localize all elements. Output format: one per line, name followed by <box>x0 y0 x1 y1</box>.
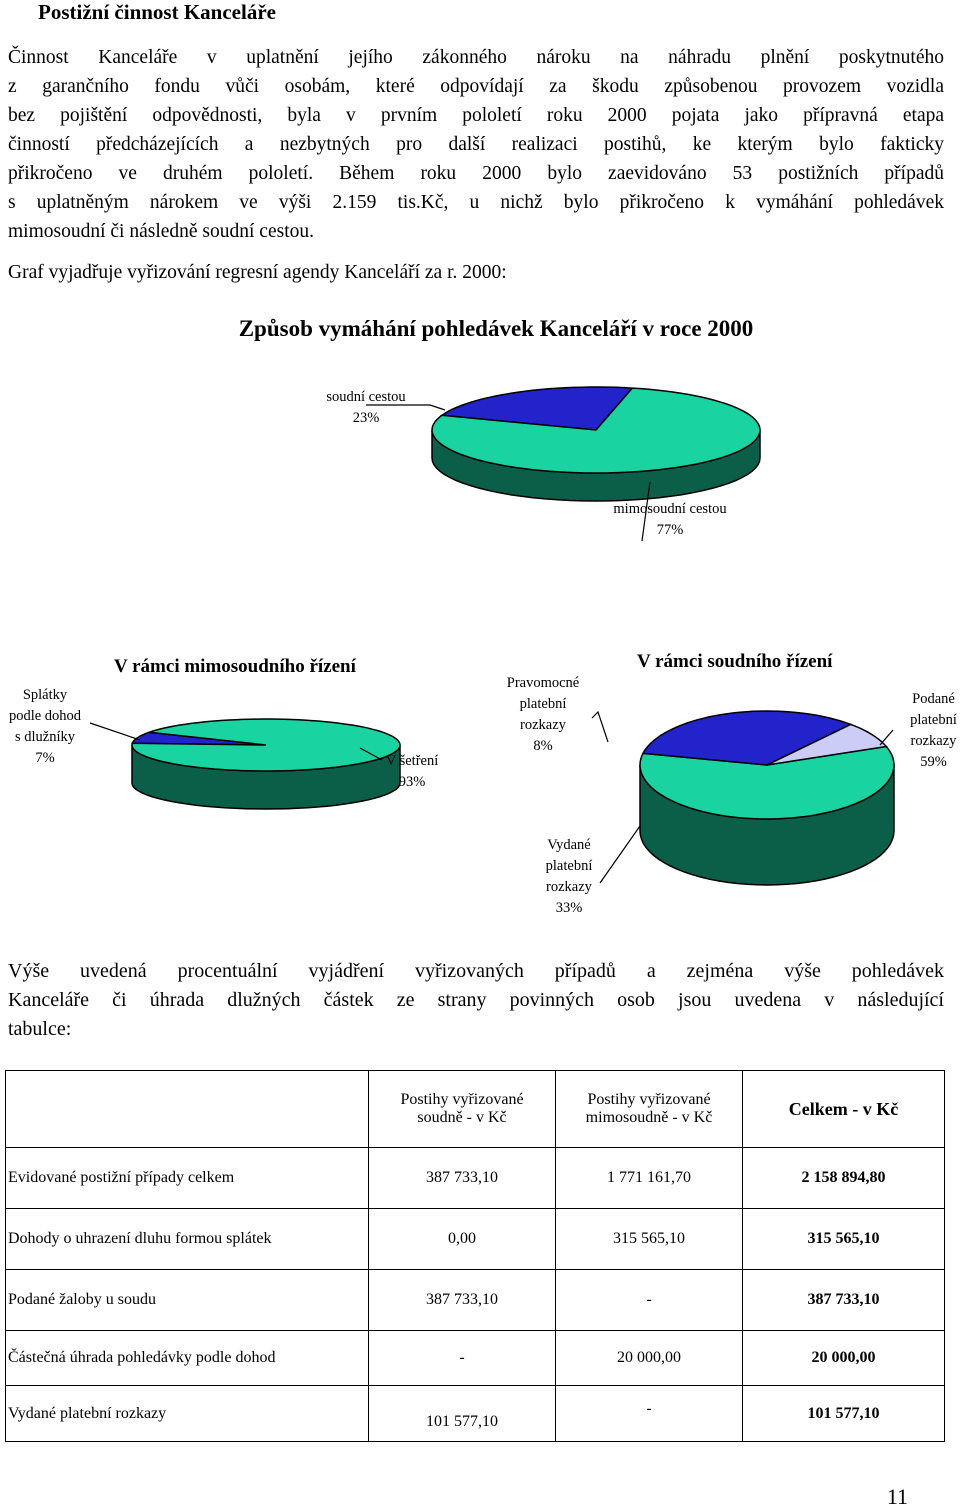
label-text: platební <box>910 712 957 728</box>
table-row <box>6 1270 945 1331</box>
header-text: Postihy vyřizované <box>587 1091 711 1108</box>
label-text: Podané <box>912 691 955 707</box>
cell-extrajudicial: - <box>556 1270 743 1331</box>
label-percent: 8% <box>533 738 553 754</box>
label-text: Vydané <box>547 837 591 853</box>
cell-extrajudicial: 1 771 161,70 <box>556 1148 743 1209</box>
label-text: platební <box>545 858 593 874</box>
header-cell-total <box>743 1071 945 1148</box>
label-text: rozkazy <box>520 717 566 733</box>
header-cell-court <box>369 1071 556 1148</box>
label-text: V šetření <box>385 753 439 769</box>
pie3-label-final <box>493 673 593 757</box>
label-text: Splátky <box>22 687 68 703</box>
cell-court: 387 733,10 <box>369 1148 556 1209</box>
label-text: s dlužníky <box>14 729 75 745</box>
cell-total: 2 158 894,80 <box>743 1148 945 1209</box>
table-intro-paragraph <box>8 957 944 1044</box>
header-cell-extrajudicial <box>556 1071 743 1148</box>
label-text: mimosoudní cestou <box>613 501 727 517</box>
header-cell-empty <box>6 1071 369 1148</box>
section-heading: Postižní činnost Kanceláře <box>38 0 276 24</box>
cell-total: 315 565,10 <box>743 1209 945 1270</box>
cell-court: 0,00 <box>369 1209 556 1270</box>
cell-total: 101 577,10 <box>743 1386 945 1442</box>
paragraph-line: přikročeno ve druhém pololetí. Během roku 2000 bylo zaevidováno 53 postižních případů <box>8 163 944 184</box>
pie1-label-court <box>306 387 426 429</box>
paragraph-line: Činnost Kanceláře v uplatnění jejího zákonného nároku na náhradu plnění poskytnutého <box>8 47 944 68</box>
paragraph-line: s uplatněným nárokem ve výši 2.159 tis.Kč, u nichž bylo přikročeno k vymáhání pohledávek <box>8 192 944 213</box>
paragraph-line: Kanceláře či úhrada dlužných částek ze strany povinných osob jsou uvedena v následující <box>8 989 944 1011</box>
pie3-label-filed <box>896 689 960 773</box>
label-percent: 23% <box>352 410 380 426</box>
leader-line-5 <box>880 730 893 745</box>
pie2-slice-1 <box>132 719 400 771</box>
paragraph-line: z garančního fondu vůči osobám, které odpovídají za škodu způsobenou provozem vozidla <box>8 76 944 97</box>
label-text: soudní cestou <box>326 389 406 405</box>
leader-line-4 <box>592 712 608 742</box>
recovery-table <box>5 1070 945 1442</box>
paragraph-line: činností předcházejících a nezbytných pro další realizaci postihů, ke kterým bylo fakticky <box>8 134 944 155</box>
table-row <box>6 1386 945 1442</box>
pie3-label-issued <box>526 835 612 919</box>
paragraph-line: bez pojištění odpovědnosti, byla v prvním pololetí roku 2000 pojata jako přípravná etapa <box>8 105 944 126</box>
label-text: Pravomocné <box>506 675 580 691</box>
table-row <box>6 1331 945 1386</box>
cell-extrajudicial: 315 565,10 <box>556 1209 743 1270</box>
pie1-label-extrajudicial <box>590 499 750 541</box>
pie2-title: V rámci mimosoudního řízení <box>114 656 356 677</box>
label-text: rozkazy <box>910 733 957 749</box>
cell-extrajudicial: - <box>556 1386 743 1442</box>
graph-intro: Graf vyjadřuje vyřizování regresní agendy Kanceláří za r. 2000: <box>8 262 507 283</box>
row-label: Částečná úhrada pohledávky podle dohod <box>6 1331 369 1386</box>
page-number: 11 <box>886 1484 908 1509</box>
table-row <box>6 1148 945 1209</box>
table-header-row <box>6 1071 945 1148</box>
row-label: Podané žaloby u soudu <box>6 1270 369 1331</box>
row-label: Vydané platební rozkazy <box>6 1386 369 1442</box>
header-text: Celkem - v Kč <box>788 1098 899 1119</box>
label-text: podle dohod <box>8 708 82 724</box>
chart-title: Způsob vymáhání pohledávek Kanceláří v roce 2000 <box>238 316 754 341</box>
table-row <box>6 1209 945 1270</box>
label-percent: 77% <box>656 522 684 538</box>
cell-total: 20 000,00 <box>743 1331 945 1386</box>
cell-court: 101 577,10 <box>369 1386 556 1442</box>
leader-line-2 <box>90 723 140 740</box>
row-label: Evidované postižní případy celkem <box>6 1148 369 1209</box>
header-text: Postihy vyřizované <box>400 1091 524 1108</box>
label-percent: 59% <box>920 754 947 770</box>
pie2-label-installments <box>0 685 90 769</box>
label-percent: 7% <box>35 750 55 766</box>
cell-court: 387 733,10 <box>369 1270 556 1331</box>
cell-total: 387 733,10 <box>743 1270 945 1331</box>
label-text: platební <box>519 696 567 712</box>
label-percent: 93% <box>398 774 426 790</box>
label-text: rozkazy <box>546 879 592 895</box>
paragraph-line: Výše uvedená procentuální vyjádření vyřizovaných případů a zejména výše pohledávek <box>8 960 944 982</box>
paragraph-line: tabulce: <box>8 1018 72 1040</box>
paragraph-line: mimosoudní či následně soudní cestou. <box>8 221 315 242</box>
cell-court: - <box>369 1331 556 1386</box>
pie2-label-investigation <box>372 751 452 793</box>
cell-extrajudicial: 20 000,00 <box>556 1331 743 1386</box>
header-text: soudně - v Kč <box>417 1109 507 1126</box>
pie3-title: V rámci soudního řízení <box>637 651 833 672</box>
row-label: Dohody o uhrazení dluhu formou splátek <box>6 1209 369 1270</box>
header-text: mimosoudně - v Kč <box>585 1109 713 1126</box>
label-percent: 33% <box>555 900 583 916</box>
